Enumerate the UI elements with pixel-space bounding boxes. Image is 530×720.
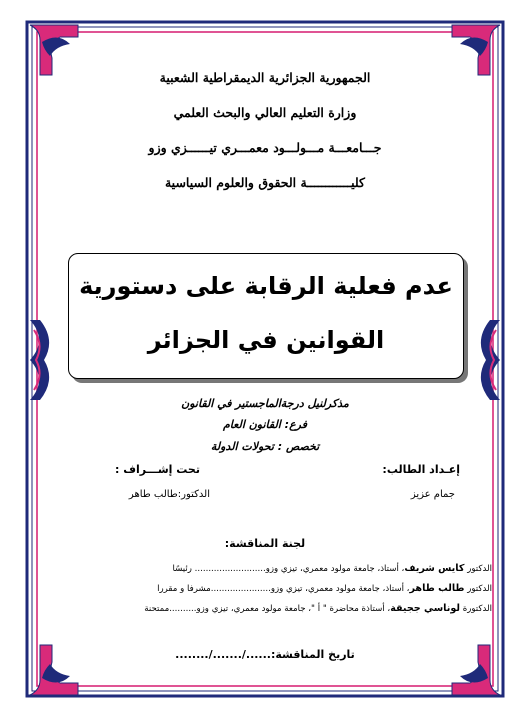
side-ornament-right <box>481 320 500 400</box>
thesis-title-line2: القوانين في الجزائر <box>147 326 385 354</box>
committee-member-3 <box>144 603 492 614</box>
faculty-name: كليــــــــــــة الحقوق والعلوم السياسية <box>164 175 366 190</box>
committee-member-1 <box>173 563 492 574</box>
member-title: الدكتور <box>467 584 492 594</box>
thesis-title-line1: عدم فعلية الرقابة على دستورية <box>79 272 453 300</box>
specialty-text: تخصص : تحولات الدولة <box>210 440 320 453</box>
defense-date: تاريخ المناقشة:....../......./........ <box>175 648 355 661</box>
university-name: جـــامعـــة مـــولـــود معمـــري تيــــــزي وزو <box>148 140 382 155</box>
thesis-title-box <box>68 253 464 379</box>
member-details: ، أستاذة محاضرة " أ "، جامعة مولود معمري، تيزي وزو..........ممتحنة <box>144 604 391 614</box>
member-title: الدكتورة <box>462 604 492 614</box>
student-name: جمام عزيز <box>410 489 455 500</box>
member-name: كايس شريف <box>404 563 465 574</box>
member-name: لوناسي ججيقة <box>390 603 460 614</box>
supervision-label: تحت إشـــراف : <box>114 463 200 476</box>
member-details: ، أستاذ، جامعة مولود معمري، تيزي وزو......................مشرفا و مقررا <box>157 584 410 594</box>
committee-label: لجنة المناقشة: <box>224 537 306 550</box>
branch-text: فرع: القانون العام <box>223 418 307 431</box>
side-ornament-left <box>30 320 49 400</box>
supervisor-name: الدكتور:طالب طاهر <box>128 489 210 500</box>
ministry-name: وزارة التعليم العالي والبحث العلمي <box>173 105 357 120</box>
member-name: طالب طاهر <box>409 583 465 594</box>
member-title: الدكتور <box>467 564 492 574</box>
degree-text: مذكرلنيل درجةالماجستير في القانون <box>181 397 349 410</box>
committee-member-2 <box>157 583 492 594</box>
member-details: ، أستاذ، جامعة مولود معمري، تيزي وزو.......................... رئيسًا <box>172 564 405 574</box>
republic-name: الجمهورية الجزائرية الديمقراطية الشعبية <box>159 70 371 85</box>
prepared-by-label: إعـداد الطالب: <box>382 463 460 476</box>
